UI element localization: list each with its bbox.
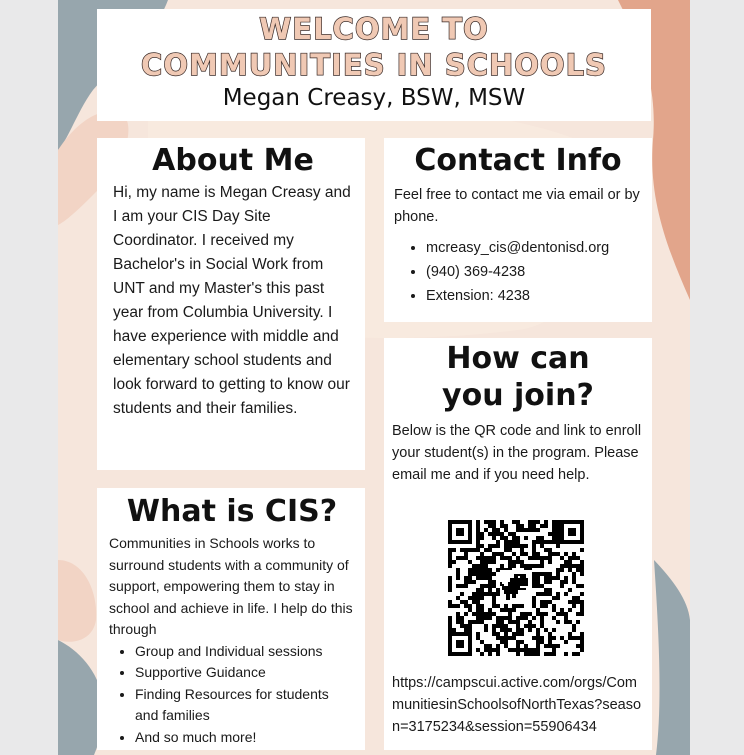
what-is-cis-list — [109, 641, 355, 749]
about-me-heading: About Me — [152, 143, 314, 178]
cis-item: • And so much more! — [135, 727, 355, 749]
what-is-cis-heading: What is CIS? — [126, 494, 338, 529]
cis-item: • Supportive Guidance — [135, 662, 355, 684]
contact-intro: Feel free to contact me via email or by phone. — [394, 187, 640, 225]
contact-extension: • Extension: 4238 — [426, 284, 642, 308]
how-to-join-card — [384, 338, 652, 750]
join-heading: How can you join? — [442, 341, 594, 413]
flyer-page — [58, 0, 690, 755]
about-me-card — [97, 138, 365, 470]
join-text: Below is the QR code and link to enroll your student(s) in the program. Please email me and if you need help. — [392, 423, 642, 483]
contact-info-heading: Contact Info — [414, 143, 622, 178]
dino-logo-icon — [500, 570, 532, 604]
banner-subtitle: Megan Creasy, BSW, MSW — [222, 85, 526, 111]
qr-finder-bottom-left — [448, 632, 472, 656]
contact-info-card — [384, 138, 652, 322]
what-is-cis-text: Communities in Schools works to surround students with a community of support, empowering them to stay in school and achieve in life. I help do this through — [109, 535, 353, 637]
what-is-cis-card — [97, 488, 365, 750]
contact-list — [394, 236, 642, 308]
enrollment-link[interactable]: https://campscui.active.com/orgs/CommunitiesinSchoolsofNorthTexas?season=3175234&session=55906434 — [392, 675, 642, 735]
contact-email[interactable]: • mcreasy_cis@dentonisd.org — [426, 236, 642, 260]
cis-item: • Group and Individual sessions — [135, 641, 355, 663]
cis-item: • Finding Resources for students and families — [135, 684, 355, 727]
peach-blob-bottom-left — [58, 560, 96, 642]
about-me-text: Hi, my name is Megan Creasy and I am your CIS Day Site Coordinator. I received my Bachelor's in Social Work from UNT and my Master's this past year from Columbia University. I have experience with middle and elementary school students and look forward to getting to know our students and their families. — [113, 184, 351, 417]
banner-title-line1: WELCOME TO — [259, 12, 489, 46]
qr-finder-top-right — [560, 520, 584, 544]
qr-finder-top-left — [448, 520, 472, 544]
qr-code-icon[interactable] — [448, 520, 584, 656]
slate-blob-bottom-right — [654, 560, 690, 755]
contact-phone[interactable]: • (940) 369-4238 — [426, 260, 642, 284]
banner-title-line2: COMMUNITIES IN SCHOOLS — [141, 48, 607, 82]
welcome-banner — [97, 9, 651, 121]
